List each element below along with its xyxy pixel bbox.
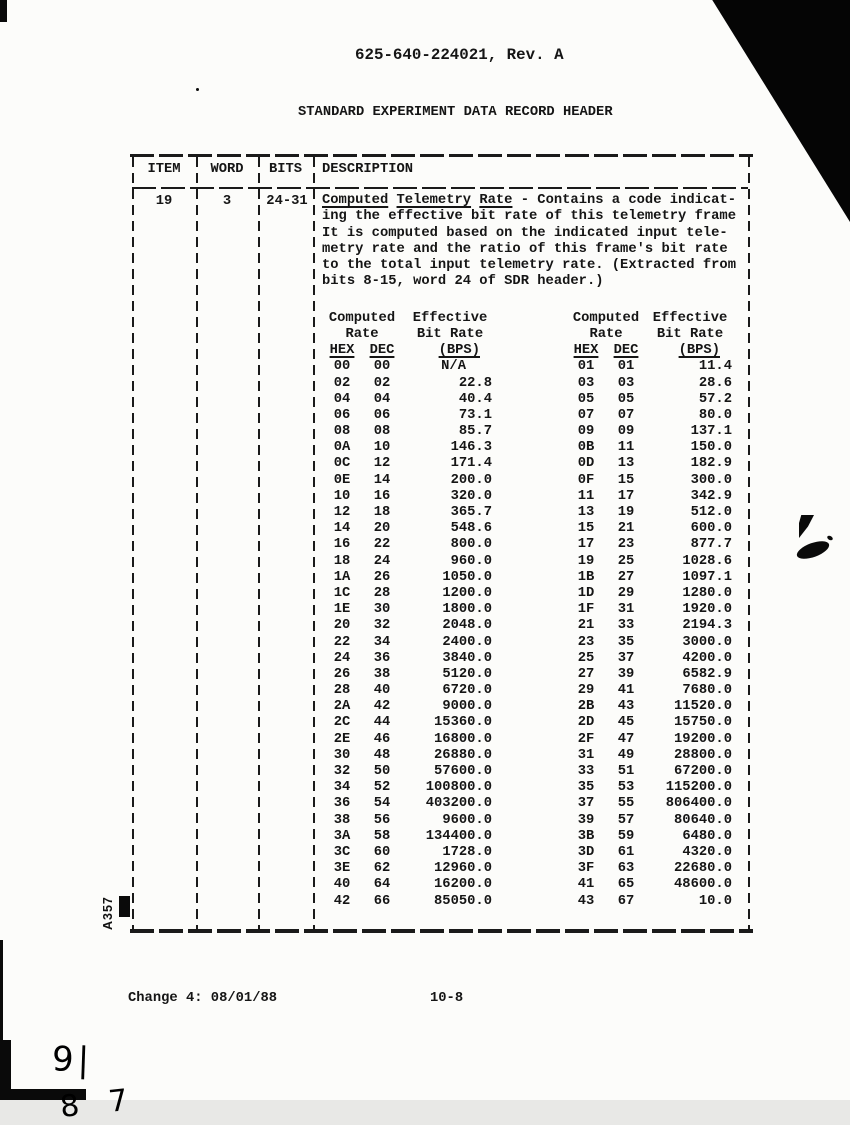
rate-row [322, 376, 750, 392]
rate-cell-rbps: 6480.0 [682, 828, 732, 844]
rate-cell-rhex: 17 [577, 537, 595, 553]
rate-cell-rdec: 35 [617, 634, 635, 650]
rate-cell-rhex: 35 [577, 780, 595, 796]
rate-cell-lhex: 0A [333, 440, 351, 456]
rate-cell-ldec: 36 [373, 650, 391, 666]
rate-cell-lhex: 3C [333, 844, 351, 860]
rate-cell-rhex: 3B [577, 828, 595, 844]
rate-cell-rdec: 33 [617, 618, 635, 634]
handwritten-mark-cutoff: 8 7 [58, 1082, 140, 1125]
rate-cell-lbps: 1728.0 [442, 844, 492, 860]
description-cell [322, 193, 750, 910]
rate-cell-rdec: 47 [617, 731, 635, 747]
rate-cell-rhex: 1B [577, 569, 595, 585]
rate-row [322, 440, 750, 456]
rate-row [322, 651, 750, 667]
rate-cell-rdec: 17 [617, 488, 635, 504]
page-title: STANDARD EXPERIMENT DATA RECORD HEADER [298, 105, 613, 120]
rate-cell-rbps: 11.4 [698, 359, 732, 375]
rate-cell-rbps: 115200.0 [665, 780, 732, 796]
rate-cell-lbps: 9600.0 [442, 812, 492, 828]
header-dec-right: DEC [613, 343, 639, 359]
rate-cell-lbps: 1050.0 [442, 569, 492, 585]
table-column-divider [196, 157, 198, 929]
rate-cell-lbps: 85050.0 [434, 893, 492, 909]
rate-cell-lbps: 2400.0 [442, 634, 492, 650]
rate-cell-lhex: 02 [333, 375, 351, 391]
rate-cell-rbps: 1028.6 [682, 553, 732, 569]
rate-row [322, 602, 750, 618]
rate-cell-rhex: 2F [577, 731, 595, 747]
rate-cell-rdec: 15 [617, 472, 635, 488]
rate-cell-rdec: 11 [617, 440, 635, 456]
rate-row [322, 732, 750, 748]
rate-cell-lbps: 320.0 [450, 488, 492, 504]
rate-cell-rdec: 37 [617, 650, 635, 666]
rate-cell-lhex: 08 [333, 424, 351, 440]
rate-cell-rbps: 10.0 [698, 893, 732, 909]
rate-cell-ldec: 20 [373, 521, 391, 537]
rate-cell-ldec: 48 [373, 747, 391, 763]
rate-cell-rhex: 07 [577, 407, 595, 423]
rate-cell-rhex: 03 [577, 375, 595, 391]
rate-row [322, 537, 750, 553]
table-column-divider [313, 157, 315, 929]
rate-cell-rdec: 25 [617, 553, 635, 569]
rate-cell-rhex: 13 [577, 505, 595, 521]
rate-cell-lhex: 26 [333, 666, 351, 682]
rate-cell-rhex: 29 [577, 683, 595, 699]
rate-cell-lbps: 960.0 [450, 553, 492, 569]
header-hex-left: HEX [329, 343, 355, 359]
header-effective-left: Effective [412, 310, 488, 326]
rate-header-row-2 [322, 327, 750, 343]
rate-cell-rbps: 877.7 [690, 537, 732, 553]
header-computed-right: Computed [572, 310, 640, 326]
rate-cell-lbps: 12960.0 [434, 861, 492, 877]
rate-header-row-1 [322, 311, 750, 327]
rate-cell-lbps: 15360.0 [434, 715, 492, 731]
rate-cell-rbps: 3000.0 [682, 634, 732, 650]
rate-cell-lhex: 2C [333, 715, 351, 731]
rate-cell-lhex: 36 [333, 796, 351, 812]
rate-cell-rbps: 6582.9 [682, 666, 732, 682]
rate-row [322, 829, 750, 845]
rate-cell-rbps: 22680.0 [674, 861, 732, 877]
rate-cell-lbps: 16800.0 [434, 731, 492, 747]
rate-cell-lhex: 32 [333, 764, 351, 780]
underlined-word: Telemetry [396, 193, 472, 208]
rate-cell-rhex: 2D [577, 715, 595, 731]
header-bitrate-left: Bit Rate [416, 326, 484, 342]
rate-cell-rdec: 03 [617, 375, 635, 391]
rate-cell-rdec: 51 [617, 764, 635, 780]
rate-cell-rdec: 41 [617, 683, 635, 699]
rate-row [322, 408, 750, 424]
rate-cell-lbps: 73.1 [458, 407, 492, 423]
item-value: 19 [155, 194, 173, 209]
rate-cell-ldec: 24 [373, 553, 391, 569]
rate-row [322, 861, 750, 877]
rate-cell-rhex: 21 [577, 618, 595, 634]
rate-cell-lhex: 0C [333, 456, 351, 472]
rate-row [322, 521, 750, 537]
underlined-word: Computed [322, 193, 389, 208]
rate-cell-rhex: 3F [577, 861, 595, 877]
rate-cell-lbps: 403200.0 [425, 796, 492, 812]
rate-row [322, 554, 750, 570]
rate-cell-rbps: 342.9 [690, 488, 732, 504]
rate-cell-rbps: 80.0 [698, 407, 732, 423]
rate-cell-lbps: 1200.0 [442, 585, 492, 601]
header-effective-right: Effective [652, 310, 728, 326]
rate-cell-lbps: 1800.0 [442, 602, 492, 618]
rate-cell-lhex: 1A [333, 569, 351, 585]
rate-cell-rdec: 55 [617, 796, 635, 812]
rate-cell-ldec: 34 [373, 634, 391, 650]
rate-row [322, 748, 750, 764]
rate-header-row-3 [322, 343, 750, 359]
table-border-top [130, 154, 753, 157]
header-computed-left: Computed [328, 310, 396, 326]
rate-row [322, 796, 750, 812]
rate-cell-rdec: 21 [617, 521, 635, 537]
rate-cell-lbps: 134400.0 [425, 828, 492, 844]
rate-cell-rdec: 53 [617, 780, 635, 796]
rate-row [322, 764, 750, 780]
rate-cell-lbps: 548.6 [450, 521, 492, 537]
rate-cell-lbps: 3840.0 [442, 650, 492, 666]
rate-cell-lhex: 1C [333, 585, 351, 601]
rate-cell-rhex: 33 [577, 764, 595, 780]
rate-cell-lhex: 16 [333, 537, 351, 553]
rate-cell-ldec: 64 [373, 877, 391, 893]
rate-cell-lbps: 9000.0 [442, 699, 492, 715]
rate-row [322, 392, 750, 408]
rate-cell-lhex: 14 [333, 521, 351, 537]
rate-cell-ldec: 66 [373, 893, 391, 909]
rate-cell-rhex: 31 [577, 747, 595, 763]
rate-cell-rdec: 07 [617, 407, 635, 423]
rate-cell-lbps: 40.4 [458, 391, 492, 407]
rate-cell-lhex: 1E [333, 602, 351, 618]
rate-cell-rdec: 65 [617, 877, 635, 893]
header-dec-left: DEC [369, 343, 395, 359]
rate-cell-rhex: 39 [577, 812, 595, 828]
rate-cell-rdec: 67 [617, 893, 635, 909]
rate-row [322, 780, 750, 796]
bits-value: 24-31 [266, 194, 308, 209]
document-number: 625-640-224021, Rev. A [355, 46, 564, 64]
rate-cell-rhex: 1F [577, 602, 595, 618]
rate-cell-ldec: 32 [373, 618, 391, 634]
rate-cell-ldec: 08 [373, 424, 391, 440]
record-header-table [130, 154, 753, 933]
rate-cell-lbps: 365.7 [450, 505, 492, 521]
rate-cell-rdec: 13 [617, 456, 635, 472]
rate-cell-rbps: 1280.0 [682, 585, 732, 601]
rate-cell-lhex: 34 [333, 780, 351, 796]
description-line-4: metry rate and the ratio of this frame's bit rate [322, 241, 728, 257]
footer-change-note: Change 4: 08/01/88 [128, 991, 278, 1006]
rate-row [322, 699, 750, 715]
rate-cell-rbps: 2194.3 [682, 618, 732, 634]
rate-cell-rhex: 09 [577, 424, 595, 440]
rate-cell-rbps: 80640.0 [674, 812, 732, 828]
rate-row [322, 894, 750, 910]
rate-cell-rbps: 57.2 [698, 391, 732, 407]
rate-cell-ldec: 16 [373, 488, 391, 504]
rate-cell-ldec: 28 [373, 585, 391, 601]
rate-cell-lhex: 3A [333, 828, 351, 844]
rate-row [322, 667, 750, 683]
handwritten-mark: 9| [51, 1039, 94, 1081]
rate-row [322, 618, 750, 634]
rate-cell-lbps: 171.4 [450, 456, 492, 472]
rate-cell-rdec: 49 [617, 747, 635, 763]
rate-cell-ldec: 46 [373, 731, 391, 747]
rate-cell-rbps: 15750.0 [674, 715, 732, 731]
rate-cell-ldec: 22 [373, 537, 391, 553]
rate-table-body [322, 359, 750, 909]
rate-cell-rhex: 1D [577, 585, 595, 601]
rate-cell-rbps: 1097.1 [682, 569, 732, 585]
rate-cell-rbps: 4200.0 [682, 650, 732, 666]
rate-cell-ldec: 50 [373, 764, 391, 780]
rate-cell-ldec: 04 [373, 391, 391, 407]
rate-cell-ldec: 12 [373, 456, 391, 472]
footer-page-number: 10-8 [430, 991, 464, 1006]
rate-cell-ldec: 06 [373, 407, 391, 423]
rate-cell-lbps: 800.0 [450, 537, 492, 553]
rate-cell-rhex: 3D [577, 844, 595, 860]
rate-cell-ldec: 26 [373, 569, 391, 585]
underlined-word: Rate [479, 193, 513, 208]
rate-cell-rdec: 29 [617, 585, 635, 601]
rate-cell-lbps: 5120.0 [442, 666, 492, 682]
rate-cell-ldec: 60 [373, 844, 391, 860]
rate-cell-lhex: 04 [333, 391, 351, 407]
rate-cell-rdec: 23 [617, 537, 635, 553]
rate-cell-lbps: 22.8 [458, 375, 492, 391]
header-rate-right: Rate [589, 326, 623, 342]
rate-cell-rhex: 11 [577, 488, 595, 504]
header-gap [500, 327, 568, 343]
header-bitrate-right: Bit Rate [656, 326, 724, 342]
rate-cell-ldec: 18 [373, 505, 391, 521]
rate-cell-lbps: 6720.0 [442, 683, 492, 699]
rate-cell-ldec: 30 [373, 602, 391, 618]
rate-cell-lbps: N/A [441, 359, 466, 375]
rate-cell-lhex: 42 [333, 893, 351, 909]
rate-cell-rhex: 41 [577, 877, 595, 893]
header-bps-right: (BPS) [678, 343, 720, 359]
rate-cell-rbps: 67200.0 [674, 764, 732, 780]
rate-row [322, 489, 750, 505]
rate-cell-rbps: 28800.0 [674, 747, 732, 763]
rate-cell-lhex: 38 [333, 812, 351, 828]
rate-cell-rbps: 806400.0 [665, 796, 732, 812]
rate-cell-lhex: 3E [333, 861, 351, 877]
rate-row [322, 683, 750, 699]
rate-cell-lhex: 06 [333, 407, 351, 423]
rate-cell-ldec: 02 [373, 375, 391, 391]
rate-cell-rbps: 7680.0 [682, 683, 732, 699]
rate-cell-rdec: 59 [617, 828, 635, 844]
scan-edge-mark-top-left [0, 0, 7, 22]
ink-smudge [826, 535, 833, 541]
rate-cell-rhex: 27 [577, 666, 595, 682]
rate-row [322, 424, 750, 440]
rate-cell-lhex: 10 [333, 488, 351, 504]
rate-cell-lhex: 28 [333, 683, 351, 699]
rate-cell-rbps: 182.9 [690, 456, 732, 472]
rate-cell-lbps: 16200.0 [434, 877, 492, 893]
rate-cell-ldec: 14 [373, 472, 391, 488]
rate-cell-lhex: 24 [333, 650, 351, 666]
header-hex-right: HEX [573, 343, 599, 359]
rate-cell-lbps: 200.0 [450, 472, 492, 488]
description-line-1 [322, 193, 750, 209]
rate-cell-lbps: 57600.0 [434, 764, 492, 780]
rate-cell-lbps: 146.3 [450, 440, 492, 456]
rate-cell-ldec: 56 [373, 812, 391, 828]
rate-cell-lhex: 2E [333, 731, 351, 747]
rate-cell-ldec: 40 [373, 683, 391, 699]
rate-cell-rdec: 43 [617, 699, 635, 715]
rate-cell-rdec: 01 [617, 359, 635, 375]
rate-cell-rhex: 19 [577, 553, 595, 569]
rate-cell-ldec: 62 [373, 861, 391, 877]
rate-cell-rbps: 512.0 [690, 505, 732, 521]
rate-cell-rdec: 61 [617, 844, 635, 860]
table-column-divider [258, 157, 260, 929]
rate-cell-rdec: 63 [617, 861, 635, 877]
rate-row [322, 635, 750, 651]
rate-cell-ldec: 52 [373, 780, 391, 796]
column-header-bits: BITS [268, 162, 303, 177]
word-value: 3 [222, 194, 232, 209]
rate-row [322, 359, 750, 375]
table-header-separator [132, 187, 748, 189]
rate-cell-rhex: 15 [577, 521, 595, 537]
rate-row [322, 877, 750, 893]
rate-cell-rbps: 137.1 [690, 424, 732, 440]
rate-row [322, 586, 750, 602]
description-line-6: bits 8-15, word 24 of SDR header.) [322, 274, 604, 290]
rate-cell-rbps: 19200.0 [674, 731, 732, 747]
rate-cell-lbps: 100800.0 [425, 780, 492, 796]
rate-row [322, 715, 750, 731]
rate-cell-lhex: 30 [333, 747, 351, 763]
rate-cell-rhex: 05 [577, 391, 595, 407]
rate-cell-rdec: 57 [617, 812, 635, 828]
description-line-2: ing the effective bit rate of this telemetry frame [322, 209, 736, 225]
rate-cell-ldec: 42 [373, 699, 391, 715]
rate-cell-lhex: 00 [333, 359, 351, 375]
rate-cell-lhex: 20 [333, 618, 351, 634]
rate-cell-lbps: 85.7 [458, 424, 492, 440]
rate-cell-rbps: 4320.0 [682, 844, 732, 860]
ink-speck [196, 88, 199, 91]
rate-row [322, 570, 750, 586]
description-text: - Contains a code indicat- [512, 193, 736, 208]
rate-cell-lhex: 2A [333, 699, 351, 715]
rate-cell-rdec: 39 [617, 666, 635, 682]
rate-cell-rhex: 2B [577, 699, 595, 715]
margin-stamp-block [119, 896, 130, 917]
rate-cell-lhex: 40 [333, 877, 351, 893]
rate-cell-lhex: 18 [333, 553, 351, 569]
description-line-5: to the total input telemetry rate. (Extracted from [322, 258, 736, 274]
rate-cell-rdec: 09 [617, 424, 635, 440]
rate-cell-rhex: 43 [577, 893, 595, 909]
description-line-3: It is computed based on the indicated input tele- [322, 225, 728, 241]
rate-cell-rbps: 28.6 [698, 375, 732, 391]
rate-cell-rdec: 27 [617, 569, 635, 585]
rate-cell-ldec: 00 [373, 359, 391, 375]
rate-cell-rhex: 25 [577, 650, 595, 666]
rate-cell-rbps: 600.0 [690, 521, 732, 537]
space [388, 193, 396, 208]
ink-smudge [799, 515, 814, 538]
rate-row [322, 473, 750, 489]
rate-cell-lbps: 2048.0 [442, 618, 492, 634]
rate-table-header [322, 311, 750, 360]
rate-cell-lhex: 22 [333, 634, 351, 650]
rate-cell-rhex: 0F [577, 472, 595, 488]
rate-cell-ldec: 44 [373, 715, 391, 731]
rate-cell-rhex: 0D [577, 456, 595, 472]
rate-cell-lhex: 0E [333, 472, 351, 488]
column-header-description: DESCRIPTION [322, 162, 414, 177]
rate-cell-rbps: 300.0 [690, 472, 732, 488]
column-header-item: ITEM [147, 162, 181, 177]
header-gap [500, 311, 568, 327]
rate-cell-rhex: 23 [577, 634, 595, 650]
rate-cell-rdec: 31 [617, 602, 635, 618]
margin-stamp-label: A357 [101, 896, 115, 930]
rate-cell-rdec: 05 [617, 391, 635, 407]
rate-row [322, 456, 750, 472]
rate-cell-ldec: 10 [373, 440, 391, 456]
rate-cell-lhex: 12 [333, 505, 351, 521]
rate-cell-rbps: 48600.0 [674, 877, 732, 893]
header-rate-left: Rate [345, 326, 379, 342]
header-bps-left: (BPS) [438, 343, 480, 359]
rate-row [322, 845, 750, 861]
rate-cell-lbps: 26880.0 [434, 747, 492, 763]
rate-row [322, 505, 750, 521]
rate-cell-rdec: 19 [617, 505, 635, 521]
rate-cell-rhex: 37 [577, 796, 595, 812]
ink-smudge [795, 538, 832, 563]
rate-row [322, 813, 750, 829]
rate-cell-rbps: 1920.0 [682, 602, 732, 618]
rate-cell-rbps: 150.0 [690, 440, 732, 456]
rate-cell-rbps: 11520.0 [674, 699, 732, 715]
table-border-bottom [130, 929, 753, 933]
rate-cell-ldec: 38 [373, 666, 391, 682]
column-header-word: WORD [210, 162, 244, 177]
table-column-divider [132, 157, 134, 929]
rate-cell-rhex: 01 [577, 359, 595, 375]
rate-cell-ldec: 58 [373, 828, 391, 844]
rate-cell-ldec: 54 [373, 796, 391, 812]
rate-cell-rdec: 45 [617, 715, 635, 731]
rate-cell-rhex: 0B [577, 440, 595, 456]
